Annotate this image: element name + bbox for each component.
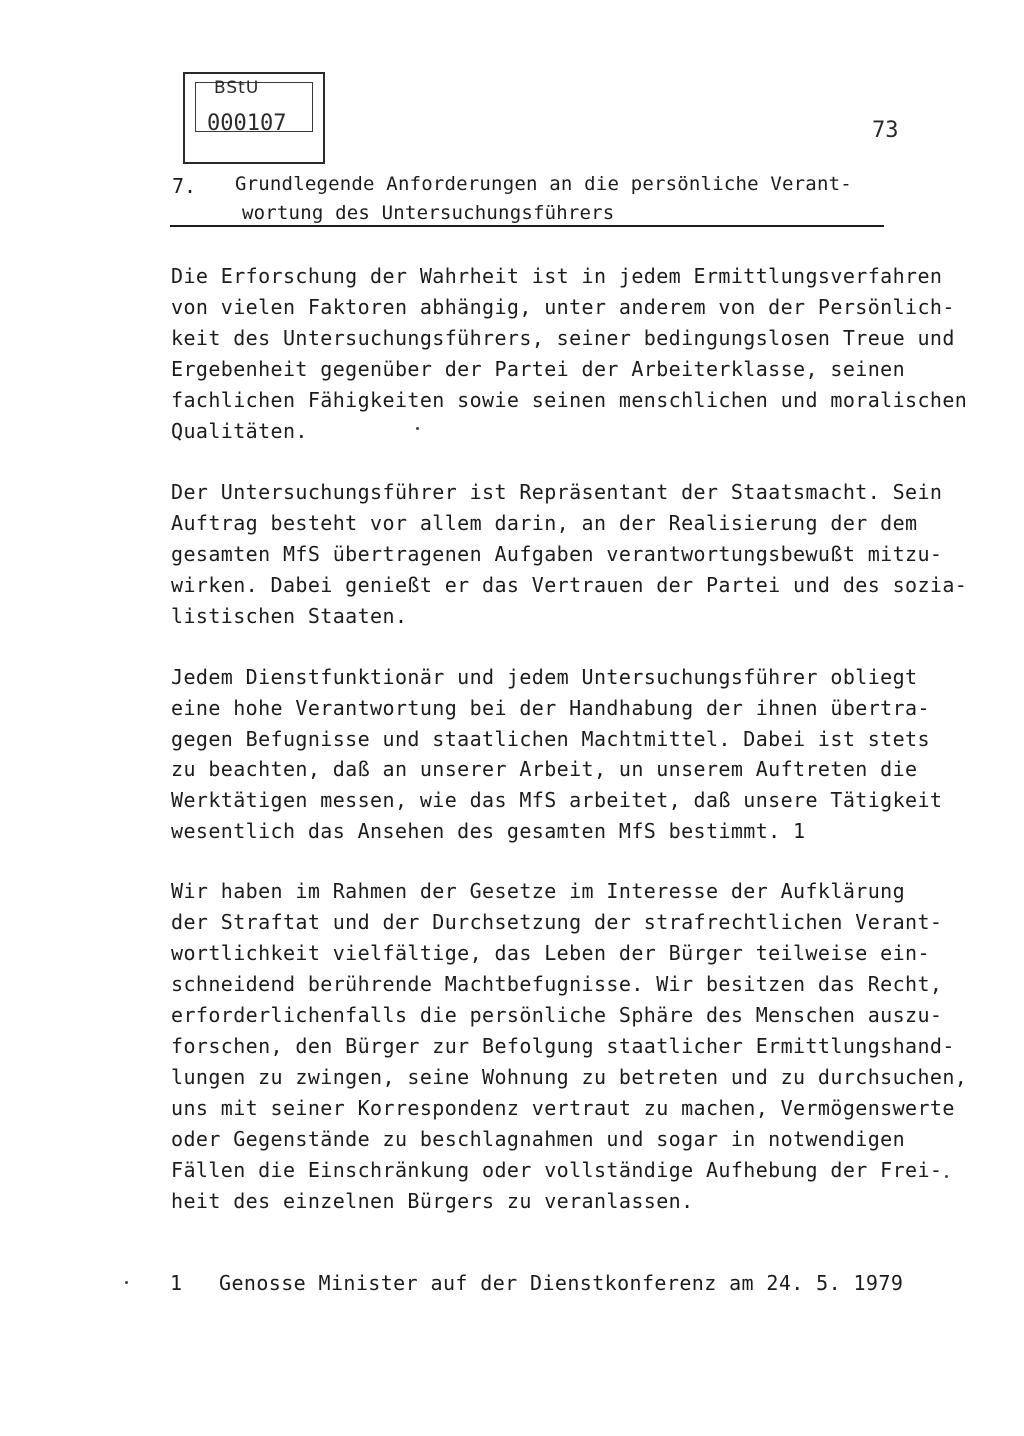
paragraph-line: uns mit seiner Korrespondenz vertraut zu machen, Vermögenswerte xyxy=(171,1096,955,1120)
paragraph-line: Jedem Dienstfunktionär und jedem Untersuchungsführer obliegt xyxy=(171,665,918,689)
page-number: 73 xyxy=(872,118,899,143)
paragraph-line: oder Gegenstände zu beschlagnahmen und sogar in notwendigen xyxy=(171,1127,906,1151)
paragraph-line: Wir haben im Rahmen der Gesetze im Interesse der Aufklärung xyxy=(171,879,906,903)
heading-underline xyxy=(170,225,884,227)
paragraph-line: Ergebenheit gegenüber der Partei der Arbeiterklasse, seinen xyxy=(171,357,906,381)
paragraph-line: keit des Untersuchungsführers, seiner bedingungslosen Treue und xyxy=(171,326,955,350)
paragraph-line: der Straftat und der Durchsetzung der strafrechtlichen Verant- xyxy=(171,910,943,934)
scan-speck xyxy=(416,427,419,430)
scan-speck xyxy=(945,1175,948,1178)
stamp-number: 000107 xyxy=(207,111,287,136)
paragraph-line: gesamten MfS übertragenen Aufgaben verantwortungsbewußt mitzu- xyxy=(171,542,943,566)
paragraph-line: schneidend berührende Machtbefugnisse. Wir besitzen das Recht, xyxy=(171,972,943,996)
paragraph-line: fachlichen Fähigkeiten sowie seinen menschlichen und moralischen xyxy=(171,388,968,412)
footnote-text: Genosse Minister auf der Dienstkonferenz am 24. 5. 1979 xyxy=(219,1271,904,1295)
paragraph-line: wesentlich das Ansehen des gesamten MfS bestimmt. 1 xyxy=(171,819,806,843)
paragraph-line: Der Untersuchungsführer ist Repräsentant der Staatsmacht. Sein xyxy=(171,480,943,504)
stamp-label: BStU xyxy=(214,78,260,98)
paragraph-line: wirken. Dabei genießt er das Vertrauen der Partei und des sozia- xyxy=(171,573,968,597)
paragraph-line: erforderlichenfalls die persönliche Sphäre des Menschen auszu- xyxy=(171,1003,943,1027)
paragraph-line: Fällen die Einschränkung oder vollständige Aufhebung der Frei- xyxy=(171,1158,943,1182)
section-number: 7. xyxy=(172,174,197,198)
paragraph-line: von vielen Faktoren abhängig, unter anderem von der Persönlich- xyxy=(171,295,955,319)
paragraph-line: Auftrag besteht vor allem darin, an der Realisierung der dem xyxy=(171,511,918,535)
paragraph-line: Qualitäten. xyxy=(171,419,308,443)
paragraph-line: Werktätigen messen, wie das MfS arbeitet, daß unsere Tätigkeit xyxy=(171,788,943,812)
paragraph-line: eine hohe Verantwortung bei der Handhabung der ihnen übertra- xyxy=(171,696,930,720)
paragraph-line: Die Erforschung der Wahrheit ist in jedem Ermittlungsverfahren xyxy=(171,264,943,288)
paragraph-line: zu beachten, daß an unserer Arbeit, un unserem Auftreten die xyxy=(171,757,918,781)
paragraph-line: forschen, den Bürger zur Befolgung staatlicher Ermittlungshand- xyxy=(171,1034,955,1058)
scan-speck xyxy=(125,1281,128,1284)
paragraph-line: heit des einzelnen Bürgers zu veranlassen. xyxy=(171,1189,694,1213)
paragraph-line: lungen zu zwingen, seine Wohnung zu betreten und zu durchsuchen, xyxy=(171,1065,968,1089)
footnote-number: 1 xyxy=(170,1271,183,1295)
section-heading-line: wortung des Untersuchungsführers xyxy=(242,202,615,224)
paragraph-line: gegen Befugnisse und staatlichen Machtmittel. Dabei ist stets xyxy=(171,727,930,751)
section-heading-line: Grundlegende Anforderungen an die persönliche Verant- xyxy=(235,173,852,195)
paragraph-line: wortlichkeit vielfältige, das Leben der Bürger teilweise ein- xyxy=(171,941,930,965)
paragraph-line: listischen Staaten. xyxy=(171,604,408,628)
